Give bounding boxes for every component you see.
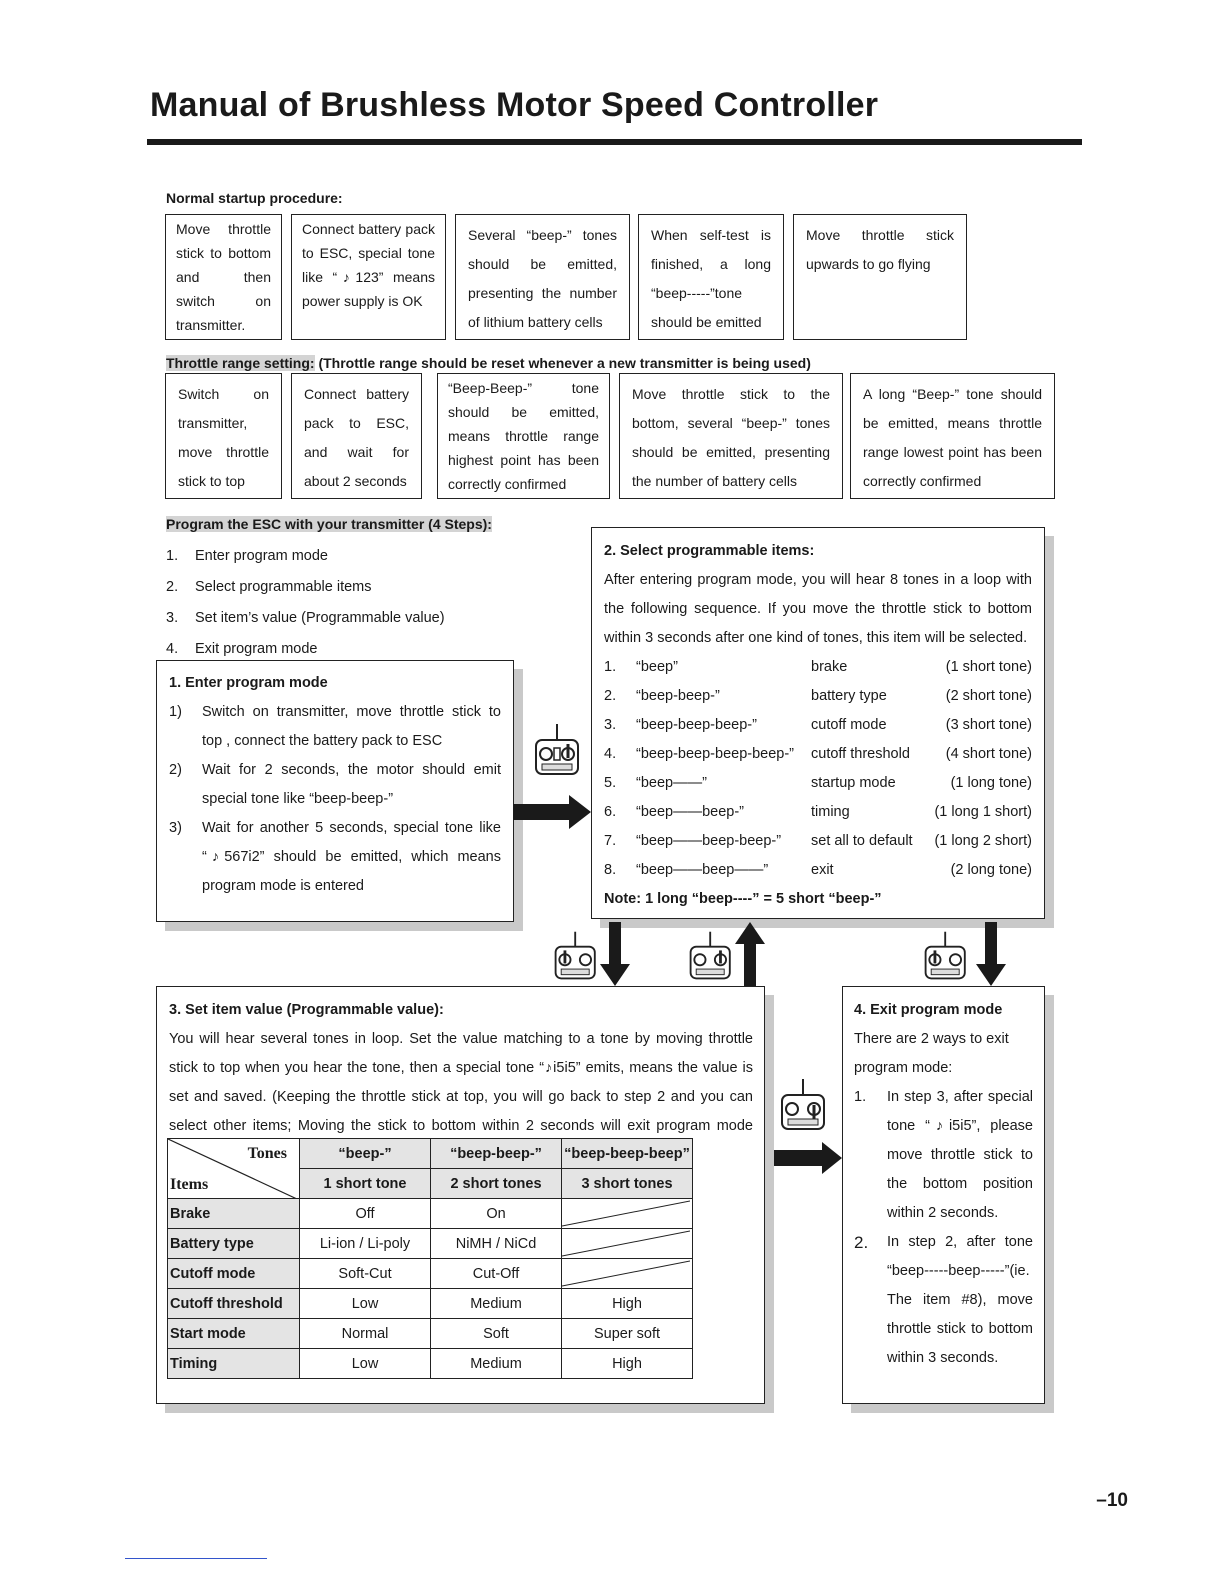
- startup-step-2: Connect battery pack to ESC, special tone like “♪123” means power supply is OK: [291, 214, 446, 340]
- table-item-label: Cutoff mode: [168, 1259, 300, 1289]
- tone-row: [604, 682, 1032, 711]
- select-items-note: Note: 1 long “beep----” = 5 short “beep-”: [604, 891, 882, 907]
- tone-pattern: “beep-beep-beep-beep-”: [636, 746, 794, 762]
- enter-mode-panel: [156, 660, 514, 922]
- arrow-right-icon: [513, 795, 593, 829]
- tone-num: 6.: [604, 804, 617, 820]
- table-cell: Cut-Off: [431, 1259, 562, 1289]
- table-row: [168, 1199, 693, 1229]
- tone-item: timing: [811, 804, 850, 820]
- transmitter-icon: [530, 720, 590, 780]
- table-cell: Li-ion / Li-poly: [300, 1229, 431, 1259]
- select-items-title: 2. Select programmable items:: [604, 543, 815, 559]
- table-cell: Off: [300, 1199, 431, 1229]
- enter-mode-item: 3) Wait for another 5 seconds, special tone like “♪567i2” should be emitted, which means program mode is entered: [169, 820, 501, 894]
- table-row: [168, 1319, 693, 1349]
- table-cell: NiMH / NiCd: [431, 1229, 562, 1259]
- tone-list: [604, 653, 1032, 885]
- startup-step-1: Move throttle stick to bottom and then switch on transmitter.: [165, 214, 282, 340]
- tone-num: 3.: [604, 717, 617, 733]
- startup-step-5: Move throttle stick upwards to go flying: [793, 214, 967, 340]
- tone-item: set all to default: [811, 833, 913, 849]
- tone-item: cutoff mode: [811, 717, 887, 733]
- tone-count: (4 short tone): [945, 746, 1032, 762]
- tone-count: (1 long 2 short): [934, 833, 1032, 849]
- corner-tones-label: Tones: [247, 1145, 287, 1162]
- select-items-intro: After entering program mode, you will hear 8 tones in a loop with the following sequence. If you move the throttle stick to bottom within 3 seconds after one kind of tones, this item will be selected.: [604, 572, 1032, 646]
- table-empty-cell: [562, 1229, 693, 1259]
- corner-items-label: Items: [170, 1176, 209, 1193]
- arrow-down-icon: [600, 922, 630, 986]
- throttle-step-1: Switch on transmitter, move throttle stick to top: [165, 373, 282, 499]
- values-table: [167, 1138, 693, 1379]
- table-item-label: Start mode: [168, 1319, 300, 1349]
- table-cell: Normal: [300, 1319, 431, 1349]
- set-value-text: You will hear several tones in loop. Set the value matching to a tone by moving throttle stick to top when you hear the tone, then a special tone “♪i5i5” emits, means the value is set and saved. (Keeping the throttle stick at top, you will go back to step 2 and you can select other items; Moving the stick to bottom within 2 seconds will exit program mode: [169, 1031, 753, 1134]
- throttle-step-4: Move throttle stick to the bottom, several “beep-” tones should be emitted, presenting the number of battery cells: [619, 373, 843, 499]
- arrow-up-icon: [735, 922, 765, 986]
- table-row: [168, 1349, 693, 1379]
- transmitter-icon: [548, 928, 608, 984]
- program-heading: [166, 516, 492, 532]
- program-steps-list: [166, 542, 445, 666]
- program-step: 2. Select programmable items: [166, 579, 372, 595]
- throttle-range-note: (Throttle range should be reset whenever a new transmitter is being used): [318, 355, 811, 371]
- page-title: Manual of Brushless Motor Speed Controller: [150, 86, 879, 124]
- exit-mode-item: 1. In step 3, after special tone “♪i5i5”, please move throttle stick to the bottom position within 2 seconds.: [854, 1089, 1033, 1221]
- enter-mode-title: 1. Enter program mode: [169, 675, 328, 691]
- table-cell: Low: [300, 1349, 431, 1379]
- title-underline: [147, 139, 1082, 145]
- table-cell: Low: [300, 1289, 431, 1319]
- tone-item: battery type: [811, 688, 887, 704]
- table-item-label: Brake: [168, 1199, 300, 1229]
- table-row: [168, 1259, 693, 1289]
- tone-pattern: “beep-beep-”: [636, 688, 720, 704]
- tone-num: 4.: [604, 746, 617, 762]
- empty-cell-slash: [562, 1259, 690, 1288]
- table-cell: High: [562, 1289, 693, 1319]
- tone-row: [604, 740, 1032, 769]
- tone-count: (3 short tone): [945, 717, 1032, 733]
- tone-item: exit: [811, 862, 834, 878]
- arrow-down-icon: [976, 922, 1006, 986]
- tone-row: [604, 798, 1032, 827]
- tone-row: [604, 653, 1032, 682]
- tone-count: (2 long tone): [950, 862, 1032, 878]
- arrow-right-icon: [774, 1142, 844, 1174]
- throttle-range-heading: [166, 355, 811, 371]
- throttle-step-2: Connect battery pack to ESC, and wait for about 2 seconds: [291, 373, 422, 499]
- column-tone: “beep-beep-beep”: [562, 1139, 693, 1169]
- transmitter-icon: [683, 928, 743, 984]
- transmitter-icon: [918, 928, 978, 984]
- page-number: –10: [1096, 1490, 1128, 1511]
- table-cell: High: [562, 1349, 693, 1379]
- tone-pattern: “beep——beep——”: [636, 862, 769, 878]
- tone-row: [604, 827, 1032, 856]
- table-row: [168, 1229, 693, 1259]
- tone-pattern: “beep-beep-beep-”: [636, 717, 757, 733]
- tone-pattern: “beep——beep-”: [636, 804, 744, 820]
- program-step: 1. Enter program mode: [166, 548, 328, 564]
- set-value-title: 3. Set item value (Programmable value):: [169, 1002, 444, 1018]
- enter-mode-item: 2) Wait for 2 seconds, the motor should emit special tone like “beep-beep-”: [169, 762, 501, 807]
- tone-item: brake: [811, 659, 848, 675]
- tone-row: [604, 769, 1032, 798]
- table-cell: Medium: [431, 1349, 562, 1379]
- column-desc: 1 short tone: [300, 1169, 431, 1199]
- column-desc: 2 short tones: [431, 1169, 562, 1199]
- table-item-label: Timing: [168, 1349, 300, 1379]
- select-items-panel: [591, 527, 1045, 919]
- tone-num: 1.: [604, 659, 617, 675]
- tone-pattern: “beep——”: [636, 775, 707, 791]
- enter-mode-item: 1) Switch on transmitter, move throttle stick to top , connect the battery pack to ESC: [169, 704, 501, 749]
- tone-pattern: “beep”: [636, 659, 678, 675]
- empty-cell-slash: [562, 1229, 690, 1258]
- column-desc: 3 short tones: [562, 1169, 693, 1199]
- tone-row: [604, 856, 1032, 885]
- program-step: 3. Set item’s value (Programmable value): [166, 610, 445, 626]
- exit-mode-item: 2. In step 2, after tone “beep-----beep-----”(ie. The item #8), move throttle stick to bottom within 3 seconds.: [854, 1233, 1033, 1366]
- column-tone: “beep-beep-”: [431, 1139, 562, 1169]
- tone-count: (1 long tone): [950, 775, 1032, 791]
- tone-num: 2.: [604, 688, 617, 704]
- column-tone: “beep-”: [300, 1139, 431, 1169]
- footnote-divider: [125, 1558, 267, 1559]
- exit-mode-title: 4. Exit program mode: [854, 1002, 1003, 1018]
- program-step: 4. Exit program mode: [166, 641, 318, 657]
- empty-cell-slash: [562, 1199, 690, 1228]
- tone-count: (1 short tone): [945, 659, 1032, 675]
- table-cell: Soft: [431, 1319, 562, 1349]
- throttle-step-5: A long “Beep-” tone should be emitted, means throttle range lowest point has been correctly confirmed: [850, 373, 1055, 499]
- tone-count: (2 short tone): [945, 688, 1032, 704]
- table-item-label: Battery type: [168, 1229, 300, 1259]
- tone-pattern: “beep——beep-beep-”: [636, 833, 782, 849]
- table-corner: [168, 1139, 300, 1199]
- exit-mode-intro: There are 2 ways to exit program mode:: [854, 1031, 1009, 1076]
- table-empty-cell: [562, 1259, 693, 1289]
- table-cell: Medium: [431, 1289, 562, 1319]
- program-label: Program the ESC with your transmitter (4 Steps):: [166, 516, 492, 532]
- tone-num: 5.: [604, 775, 617, 791]
- table-cell: Super soft: [562, 1319, 693, 1349]
- table-row: [168, 1289, 693, 1319]
- transmitter-icon: [776, 1075, 836, 1135]
- table-cell: On: [431, 1199, 562, 1229]
- tone-row: [604, 711, 1032, 740]
- tone-item: startup mode: [811, 775, 896, 791]
- throttle-range-label: Throttle range setting:: [166, 355, 315, 371]
- tone-num: 7.: [604, 833, 617, 849]
- throttle-step-3: “Beep-Beep-” tone should be emitted, means throttle range highest point has been correctly confirmed: [437, 373, 610, 499]
- tone-num: 8.: [604, 862, 617, 878]
- tone-count: (1 long 1 short): [934, 804, 1032, 820]
- table-empty-cell: [562, 1199, 693, 1229]
- startup-label: Normal startup procedure:: [166, 190, 343, 206]
- table-cell: Soft-Cut: [300, 1259, 431, 1289]
- tone-item: cutoff threshold: [811, 746, 910, 762]
- startup-step-3: Several “beep-” tones should be emitted, presenting the number of lithium battery cells: [455, 214, 630, 340]
- table-item-label: Cutoff threshold: [168, 1289, 300, 1319]
- startup-step-4: When self-test is finished, a long “beep-----”tone should be emitted: [638, 214, 784, 340]
- exit-mode-panel: [842, 986, 1045, 1404]
